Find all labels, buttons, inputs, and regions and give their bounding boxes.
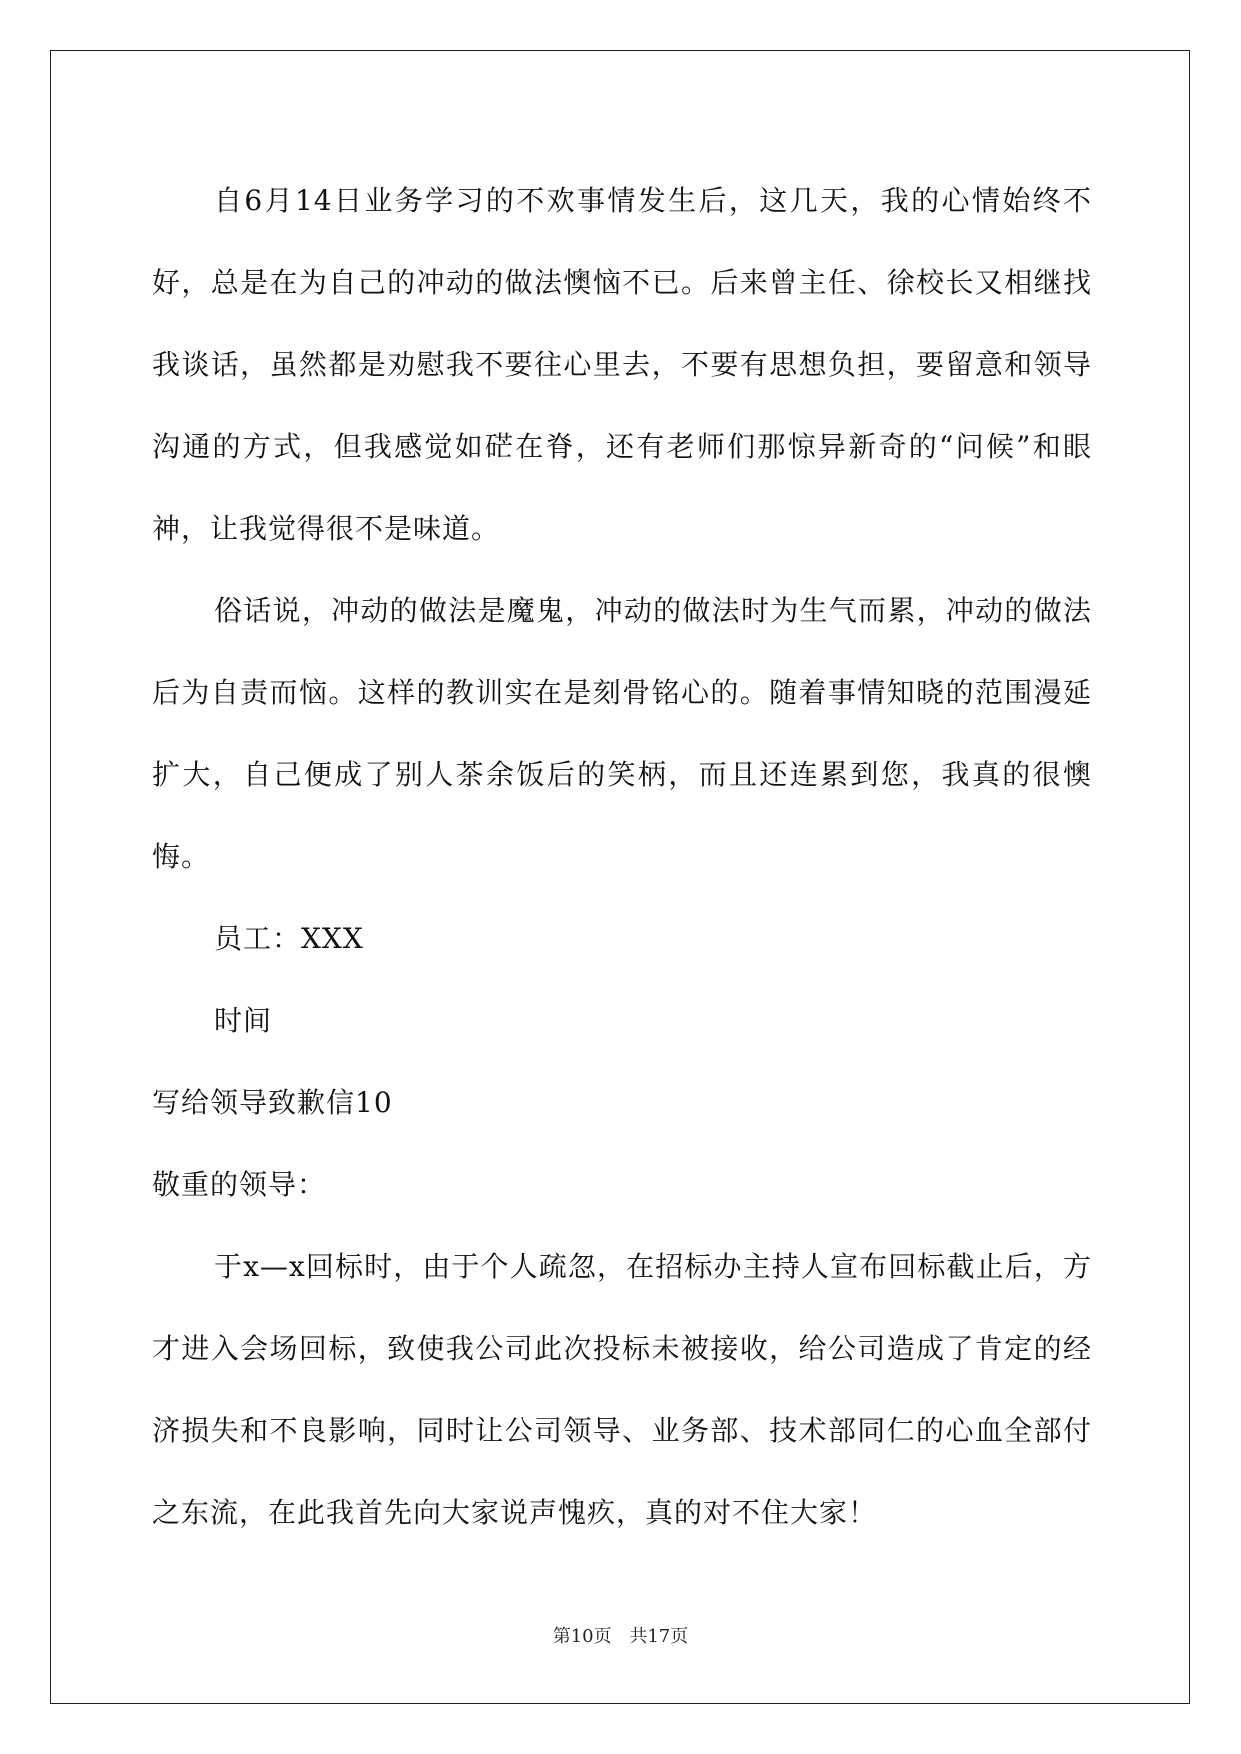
paragraph-1: 自6月14日业务学习的不欢事情发生后，这几天，我的心情始终不好，总是在为自己的冲动的做法懊恼不已。后来曾主任、徐校长又相继找我谈话，虽然都是劝慰我不要往心里去，不要有思想负担，要留意和领导沟通的方式，但我感觉如硭在脊，还有老师们那惊异新奇的“问候”和眼神，让我觉得很不是味道。 (152, 184, 1092, 545)
paragraph-3: 于x—x回标时，由于个人疏忽，在招标办主持人宣布回标截止后，方才进入会场回标，致使我公司此次投标未被接收，给公司造成了肯定的经济损失和不良影响，同时让公司领导、业务部、技术部同仁的心血全部付之东流，在此我首先向大家说声愧疚，真的对不住大家！ (152, 1250, 1092, 1529)
page-current: 第10页 (552, 1626, 612, 1647)
signature-date: 时间 (214, 1004, 273, 1037)
signature-employee: 员工：XXX (214, 922, 364, 955)
paragraph-2: 俗话说，冲动的做法是魔鬼，冲动的做法时为生气而累，冲动的做法后为自责而恼。这样的教训实在是刻骨铭心的。随着事情知晓的范围漫延扩大，自己便成了别人茶余饭后的笑柄，而且还连累到您，我真的很懊悔。 (152, 594, 1092, 873)
letter-title: 写给领导致歉信10 (152, 1086, 393, 1119)
document-body (152, 160, 1092, 1554)
page-footer (0, 1622, 1241, 1648)
letter-salutation: 敬重的领导： (152, 1168, 327, 1201)
page-total: 共17页 (629, 1626, 689, 1647)
